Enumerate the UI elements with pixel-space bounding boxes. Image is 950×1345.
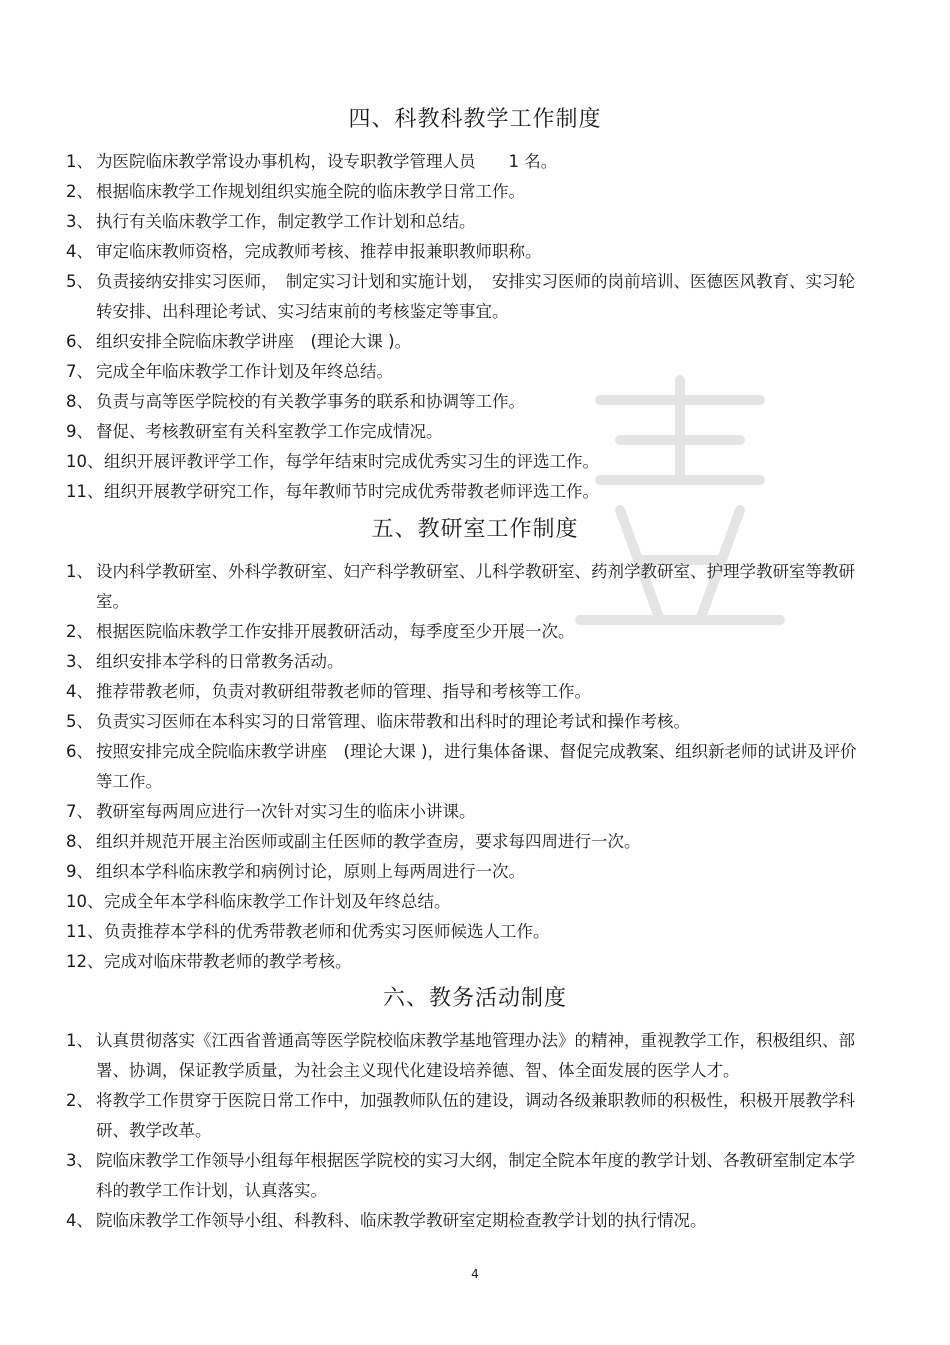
section-title: 六、教务活动制度 (382, 986, 567, 1011)
list-item: 6、 按照安排完成全院临床教学讲座 (理论大课 )，进行集体备课、督促完成教案、组织新老师的试讲及评价等工作。 (66, 742, 857, 791)
section-teaching-research-office (0, 516, 950, 977)
list-item: 4、 院临床教学工作领导小组、科教科、临床教学教研室定期检查教学计划的执行情况。 (66, 1211, 707, 1230)
list-item: 10、 完成全年本学科临床教学工作计划及年终总结。 (66, 892, 451, 911)
list-item: 9、 组织本学科临床教学和病例讨论，原则上每两周进行一次。 (66, 862, 525, 881)
list-item: 2、 根据临床教学工作规划组织实施全院的临床教学日常工作。 (66, 182, 525, 201)
list-item: 5、 负责接纳安排实习医师， 制定实习计划和实施计划， 安排实习医师的岗前培训、医德医风教育、实习轮转安排、出科理论考试、实习结束前的考核鉴定等事宜。 (66, 272, 855, 321)
list-item: 1、 认真贯彻落实《江西省普通高等医学院校临床教学基地管理办法》的精神，重视教学工作，积极组织、部署、协调，保证教学质量，为社会主义现代化建设培养德、智、体全面发展的医学人才。 (66, 1031, 855, 1080)
list-item: 3、 执行有关临床教学工作，制定教学工作计划和总结。 (66, 212, 476, 231)
page-number: 4 (471, 1267, 479, 1281)
list-item: 8、 负责与高等医学院校的有关教学事务的联系和协调等工作。 (66, 392, 525, 411)
list-item: 11、 组织开展教学研究工作，每年教师节时完成优秀带教老师评选工作。 (66, 482, 599, 501)
rule-list (0, 557, 950, 977)
list-item: 9、 督促、考核教研室有关科室教学工作完成情况。 (66, 422, 443, 441)
list-item: 6、 组织安排全院临床教学讲座 (理论大课 )。 (66, 332, 412, 351)
list-item: 2、 根据医院临床教学工作安排开展教研活动，每季度至少开展一次。 (66, 622, 575, 641)
list-item: 7、 教研室每两周应进行一次针对实习生的临床小讲课。 (66, 802, 476, 821)
list-item: 7、 完成全年临床教学工作计划及年终总结。 (66, 362, 393, 381)
list-item: 3、 院临床教学工作领导小组每年根据医学院校的实习大纲，制定全院本年度的教学计划、各教研室制定本学科的教学工作计划，认真落实。 (66, 1151, 855, 1200)
list-item: 3、 组织安排本学科的日常教务活动。 (66, 652, 344, 671)
list-item: 2、 将教学工作贯穿于医院日常工作中，加强教师队伍的建设，调动各级兼职教师的积极性，积极开展教学科研、教学改革。 (66, 1091, 855, 1140)
rule-list (0, 1026, 950, 1236)
list-item: 12、 完成对临床带教老师的教学考核。 (66, 952, 352, 971)
section-academic-activities (0, 985, 950, 1236)
list-item: 1、 设内科学教研室、外科学教研室、妇产科学教研室、儿科学教研室、药剂学教研室、护理学教研室等教研室。 (66, 562, 855, 611)
list-item: 1、 为医院临床教学常设办事机构，设专职教学管理人员 1 名。 (66, 152, 558, 171)
rule-list (0, 147, 950, 507)
section-title: 五、教研室工作制度 (371, 517, 579, 542)
section-title: 四、科教科教学工作制度 (348, 107, 602, 132)
list-item: 5、 负责实习医师在本科实习的日常管理、临床带教和出科时的理论考试和操作考核。 (66, 712, 690, 731)
list-item: 4、 推荐带教老师，负责对教研组带教老师的管理、指导和考核等工作。 (66, 682, 591, 701)
list-item: 10、 组织开展评教评学工作，每学年结束时完成优秀实习生的评选工作。 (66, 452, 599, 471)
list-item: 11、 负责推荐本学科的优秀带教老师和优秀实习医师候选人工作。 (66, 922, 550, 941)
list-item: 4、 审定临床教师资格，完成教师考核、推荐申报兼职教师职称。 (66, 242, 542, 261)
section-teaching-office (0, 106, 950, 507)
list-item: 8、 组织并规范开展主治医师或副主任医师的教学查房，要求每四周进行一次。 (66, 832, 641, 851)
